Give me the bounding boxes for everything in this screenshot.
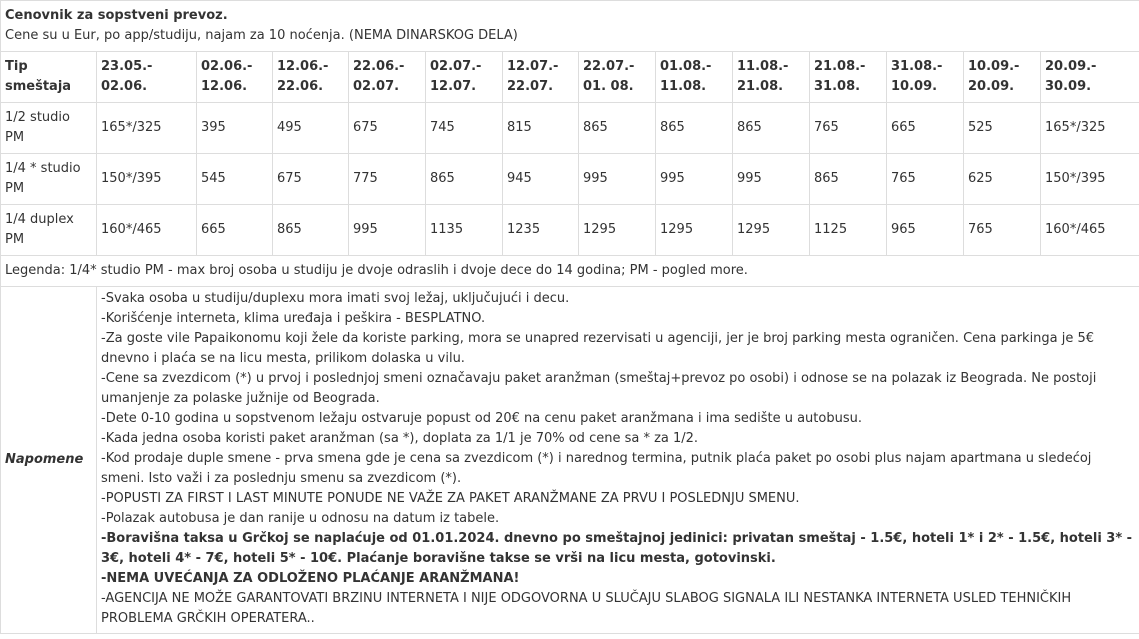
period-end: 12.07. [430, 79, 477, 94]
note-item: -AGENCIJA NE MOŽE GARANTOVATI BRZINU INTERNETA I NIJE ODGOVORNA U SLUČAJU SLABOG SIGNALA ILI NESTANKA INTERNETA USLED TEHNIČKIH PROBLEMA GRČKIH OPERATERA.. [101, 591, 1072, 626]
price-cell: 625 [964, 154, 1041, 205]
period-end: 12.06. [201, 79, 248, 94]
price-cell: 675 [273, 154, 349, 205]
room-type-line1: 1/2 studio [5, 110, 70, 125]
price-cell: 765 [810, 103, 887, 154]
note-item: -Za goste vile Papaikonomu koji žele da koriste parking, mora se unapred rezervisati u agenciji, jer je broj parking mesta ograničen. Cena parkinga je 5€ dnevno i plaća se na licu mesta, prilikom dolaska u vilu. [101, 331, 1095, 366]
price-cell: 945 [503, 154, 579, 205]
room-type-cell [1, 154, 97, 205]
period-header [197, 52, 273, 103]
table-row [1, 103, 1139, 154]
period-header [1041, 52, 1139, 103]
intro-row [1, 1, 1139, 52]
price-cell: 765 [887, 154, 964, 205]
period-start: 02.06.- [201, 59, 253, 74]
price-cell: 165*/325 [1041, 103, 1139, 154]
price-list-title: Cenovnik za sopstveni prevoz. [5, 8, 228, 23]
legend-row [1, 256, 1139, 287]
price-cell: 1295 [656, 205, 733, 256]
price-cell: 150*/395 [97, 154, 197, 205]
period-start: 22.07.- [583, 59, 635, 74]
period-start: 10.09.- [968, 59, 1020, 74]
period-end: 02.06. [101, 79, 148, 94]
period-end: 30.09. [1045, 79, 1092, 94]
price-cell: 1235 [503, 205, 579, 256]
period-start: 02.07.- [430, 59, 482, 74]
period-end: 01. 08. [583, 79, 634, 94]
price-cell: 865 [579, 103, 656, 154]
notes-content [97, 287, 1139, 634]
period-end: 22.07. [507, 79, 554, 94]
price-cell: 995 [733, 154, 810, 205]
price-cell: 865 [273, 205, 349, 256]
price-list-subtitle: Cene su u Eur, po app/studiju, najam za 10 noćenja. (NEMA DINARSKOG DELA) [5, 28, 518, 43]
type-header-line1: Tip [5, 59, 28, 74]
period-end: 22.06. [277, 79, 324, 94]
price-cell: 965 [887, 205, 964, 256]
period-end: 20.09. [968, 79, 1015, 94]
price-cell: 1125 [810, 205, 887, 256]
period-header [656, 52, 733, 103]
period-end: 31.08. [814, 79, 861, 94]
price-cell: 995 [349, 205, 426, 256]
room-type-line2: PM [5, 130, 25, 145]
notes-row [1, 287, 1139, 634]
price-cell: 495 [273, 103, 349, 154]
price-cell: 775 [349, 154, 426, 205]
price-cell: 165*/325 [97, 103, 197, 154]
period-start: 12.07.- [507, 59, 559, 74]
price-cell: 745 [426, 103, 503, 154]
notes-label: Napomene [1, 287, 97, 634]
period-start: 11.08.- [737, 59, 789, 74]
price-cell: 150*/395 [1041, 154, 1139, 205]
note-item: -Polazak autobusa je dan ranije u odnosu na datum iz tabele. [101, 511, 500, 526]
period-header [273, 52, 349, 103]
price-cell: 545 [197, 154, 273, 205]
period-header [733, 52, 810, 103]
room-type-line1: 1/4 * studio [5, 161, 81, 176]
period-header [887, 52, 964, 103]
period-end: 10.09. [891, 79, 938, 94]
note-item: -Kod prodaje duple smene - prva smena gde je cena sa zvezdicom (*) i narednog termina, putnik plaća paket po osobi plus najam apartmana u sledećoj smeni. Isto važi i za poslednju smenu sa zvezdicom (*). [101, 451, 1092, 486]
period-start: 21.08.- [814, 59, 866, 74]
period-start: 12.06.- [277, 59, 329, 74]
note-item: -POPUSTI ZA FIRST I LAST MINUTE PONUDE NE VAŽE ZA PAKET ARANŽMANE ZA PRVU I POSLEDNJU SMENU. [101, 491, 800, 506]
period-header [426, 52, 503, 103]
note-item: -Kada jedna osoba koristi paket aranžman (sa *), doplata za 1/1 je 70% od cene sa * za 1/2. [101, 431, 699, 446]
price-cell: 995 [579, 154, 656, 205]
period-start: 23.05.- [101, 59, 153, 74]
room-type-line2: PM [5, 232, 25, 247]
price-cell: 765 [964, 205, 1041, 256]
note-item: -Cene sa zvezdicom (*) u prvoj i poslednjoj smeni označavaju paket aranžman (smeštaj+prevoz po osobi) i odnose se na polazak iz Beograda. Ne postoji umanjenje za polaske južnije od Beograda. [101, 371, 1097, 406]
price-cell: 395 [197, 103, 273, 154]
price-cell: 865 [733, 103, 810, 154]
note-item: -Dete 0-10 godina u sopstvenom ležaju ostvaruje popust od 20€ na cenu paket aranžmana i ima sedište u autobusu. [101, 411, 862, 426]
room-type-line2: PM [5, 181, 25, 196]
period-start: 31.08.- [891, 59, 943, 74]
price-cell: 665 [887, 103, 964, 154]
period-start: 01.08.- [660, 59, 712, 74]
table-row [1, 205, 1139, 256]
note-item: -Svaka osoba u studiju/duplexu mora imati svoj ležaj, uključujući i decu. [101, 291, 570, 306]
price-cell: 995 [656, 154, 733, 205]
price-cell: 865 [810, 154, 887, 205]
price-cell: 525 [964, 103, 1041, 154]
type-header [1, 52, 97, 103]
period-end: 02.07. [353, 79, 400, 94]
period-header [810, 52, 887, 103]
price-cell: 675 [349, 103, 426, 154]
period-header [503, 52, 579, 103]
room-type-cell [1, 205, 97, 256]
price-cell: 1295 [579, 205, 656, 256]
note-item-tax: -Boravišna taksa u Grčkoj se naplaćuje od 01.01.2024. dnevno po smeštajnoj jedinici: privatan smeštaj - 1.5€, hoteli 1* i 2* - 1.5€, hoteli 3* - 3€, hoteli 4* - 7€, hoteli 5* - 10€. Plaćanje boravišne takse se vrši na licu mesta, gotovinski. [101, 531, 1133, 566]
price-cell: 160*/465 [1041, 205, 1139, 256]
note-item: -Korišćenje interneta, klima uređaja i peškira - BESPLATNO. [101, 311, 486, 326]
room-type-line1: 1/4 duplex [5, 212, 74, 227]
intro-cell [1, 1, 1139, 52]
price-cell: 1135 [426, 205, 503, 256]
room-type-cell [1, 103, 97, 154]
price-cell: 160*/465 [97, 205, 197, 256]
table-row [1, 154, 1139, 205]
period-header [97, 52, 197, 103]
legend-text: Legenda: 1/4* studio PM - max broj osoba u studiju je dvoje odraslih i dvoje dece do 14 godina; PM - pogled more. [1, 256, 1139, 287]
period-header [579, 52, 656, 103]
period-header [349, 52, 426, 103]
note-item-no-increase: -NEMA UVEĆANJA ZA ODLOŽENO PLAĆANJE ARANŽMANA! [101, 571, 520, 586]
period-start: 22.06.- [353, 59, 405, 74]
price-cell: 865 [656, 103, 733, 154]
period-end: 11.08. [660, 79, 707, 94]
type-header-line2: smeštaja [5, 79, 72, 94]
period-header [964, 52, 1041, 103]
price-cell: 1295 [733, 205, 810, 256]
period-start: 20.09.- [1045, 59, 1097, 74]
column-header-row [1, 52, 1139, 103]
price-cell: 815 [503, 103, 579, 154]
price-cell: 865 [426, 154, 503, 205]
price-cell: 665 [197, 205, 273, 256]
period-end: 21.08. [737, 79, 784, 94]
